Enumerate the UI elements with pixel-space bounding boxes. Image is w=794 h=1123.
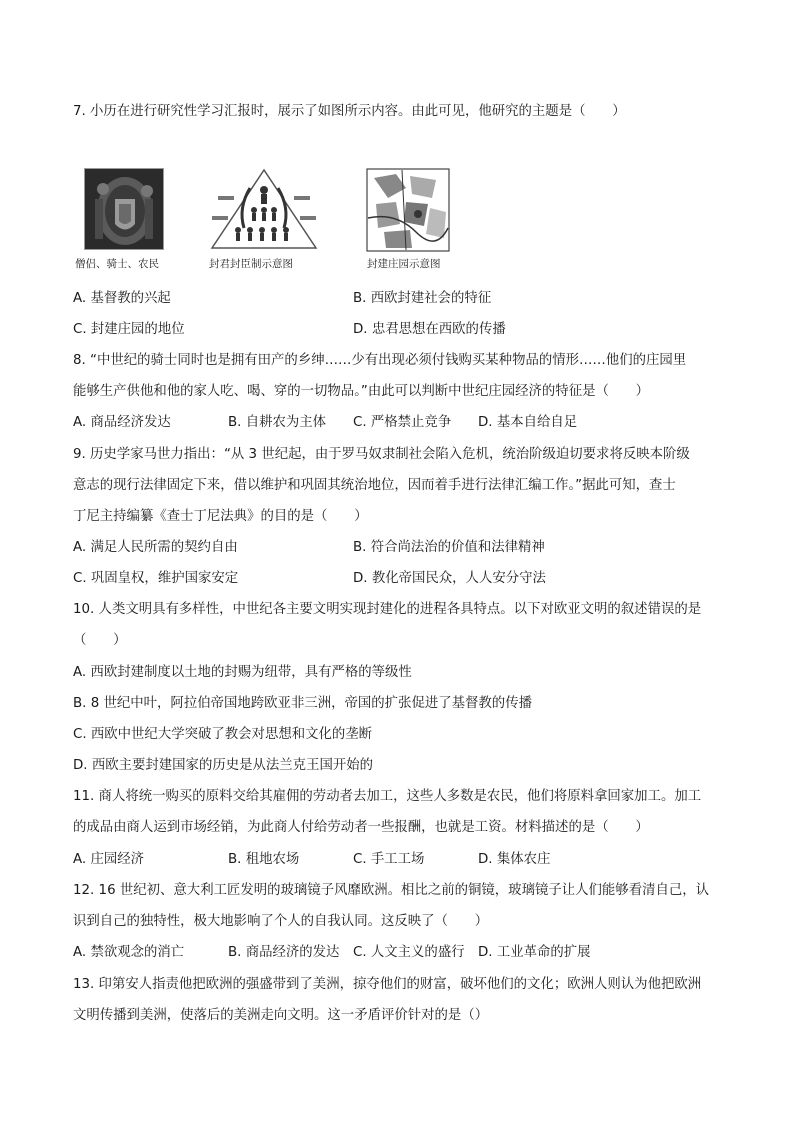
figure-monk-knight-peasant: [84, 168, 164, 250]
q10-option-a[interactable]: A. 西欧封建制度以土地的封赐为纽带，具有严格的等级性: [73, 665, 412, 680]
q8-option-c[interactable]: C. 严格禁止竞争: [353, 415, 452, 430]
q7-option-b[interactable]: B. 西欧封建社会的特征: [353, 291, 492, 306]
q10-option-d[interactable]: D. 西欧主要封建国家的历史是从法兰克王国开始的: [73, 758, 374, 773]
q7-stem: 7. 小历在进行研究性学习汇报时，展示了如图所示内容。由此可见，他研究的主题是（ ）: [73, 104, 626, 119]
q8-option-d[interactable]: D. 基本自给自足: [478, 415, 578, 430]
q11-stem-line: 的成品由商人运到市场经销，为此商人付给劳动者一些报酬，也就是工资。材料描述的是（ ）: [73, 820, 649, 835]
q8-option-b[interactable]: B. 自耕农为主体: [228, 415, 327, 430]
q9-option-d[interactable]: D. 教化帝国民众，人人安分守法: [353, 571, 546, 586]
figure-caption: 僧侣、骑士、农民: [75, 258, 159, 270]
q9-option-a[interactable]: A. 满足人民所需的契约自由: [73, 540, 238, 555]
q12-stem-line: 识到自己的独特性，极大地影响了个人的自我认同。这反映了（ ）: [73, 914, 489, 929]
q9-option-c[interactable]: C. 巩固皇权，维护国家安定: [73, 571, 239, 586]
q7-option-a[interactable]: A. 基督教的兴起: [73, 291, 171, 306]
q10-option-c[interactable]: C. 西欧中世纪大学突破了教会对思想和文化的垄断: [73, 727, 373, 742]
q13-stem-line: 文明传播到美洲，使落后的美洲走向文明。这一矛盾评价针对的是（）: [73, 1008, 489, 1023]
q10-stem-line: （ ）: [73, 633, 127, 648]
q8-stem-line: 能够生产供他和他的家人吃、喝、穿的一切物品。”由此可以判断中世纪庄园经济的特征是（ ）: [73, 384, 650, 399]
q11-option-a[interactable]: A. 庄园经济: [73, 852, 144, 867]
q8-stem-line: 8. “中世纪的骑士同时也是拥有田产的乡绅……少有出现必须付钱购买某种物品的情形……他们的庄园里: [73, 353, 687, 368]
q12-option-c[interactable]: C. 人文主义的盛行: [353, 945, 465, 960]
q12-option-a[interactable]: A. 禁欲观念的消亡: [73, 945, 185, 960]
q8-option-a[interactable]: A. 商品经济发达: [73, 415, 171, 430]
q12-option-d[interactable]: D. 工业革命的扩展: [478, 945, 591, 960]
q9-stem-line: 9. 历史学家马世力指出：“从 3 世纪起，由于罗马奴隶制社会陷入危机，统治阶级迫切要求将反映本阶级: [73, 447, 690, 462]
q7-option-d[interactable]: D. 忠君思想在西欧的传播: [353, 322, 506, 337]
q12-stem-line: 12. 16 世纪初、意大利工匠发明的玻璃镜子风靡欧洲。相比之前的铜镜，玻璃镜子让人们能够看清自己，认: [73, 883, 710, 898]
q9-stem-line: 意志的现行法律固定下来，借以维护和巩固其统治地位，因而着手进行法律汇编工作。”据此可知，查士: [73, 478, 676, 493]
manor-map-diagram: [366, 168, 450, 252]
q11-option-b[interactable]: B. 租地农场: [228, 852, 300, 867]
figure-caption: 封建庄园示意图: [367, 258, 441, 270]
q11-stem-line: 11. 商人将统一购买的原料交给其雇佣的劳动者去加工，这些人多数是农民，他们将原料拿回家加工。加工: [73, 789, 702, 804]
q11-option-c[interactable]: C. 手工工场: [353, 852, 425, 867]
figure-manor-map: [366, 168, 450, 256]
q7-option-c[interactable]: C. 封建庄园的地位: [73, 322, 185, 337]
q11-option-d[interactable]: D. 集体农庄: [478, 852, 551, 867]
figure-caption: 封君封臣制示意图: [209, 258, 293, 270]
q13-stem-line: 13. 印第安人指责他把欧洲的强盛带到了美洲，掠夺他们的财富，破坏他们的文化；欧洲人则认为他把欧洲: [73, 977, 702, 992]
monk-knight-peasant-image: [85, 169, 163, 249]
feudal-pyramid-diagram: [208, 168, 320, 252]
q9-stem-line: 丁尼主持编纂《查士丁尼法典》的目的是（ ）: [73, 509, 368, 524]
q10-stem-line: 10. 人类文明具有多样性，中世纪各主要文明实现封建化的进程各具特点。以下对欧亚文明的叙述错误的是: [73, 602, 702, 617]
q10-option-b[interactable]: B. 8 世纪中叶，阿拉伯帝国地跨欧亚非三洲，帝国的扩张促进了基督教的传播: [73, 696, 532, 711]
q12-option-b[interactable]: B. 商品经济的发达: [228, 945, 340, 960]
figure-feudal-pyramid: [208, 168, 320, 256]
q9-option-b[interactable]: B. 符合尚法治的价值和法律精神: [353, 540, 545, 555]
